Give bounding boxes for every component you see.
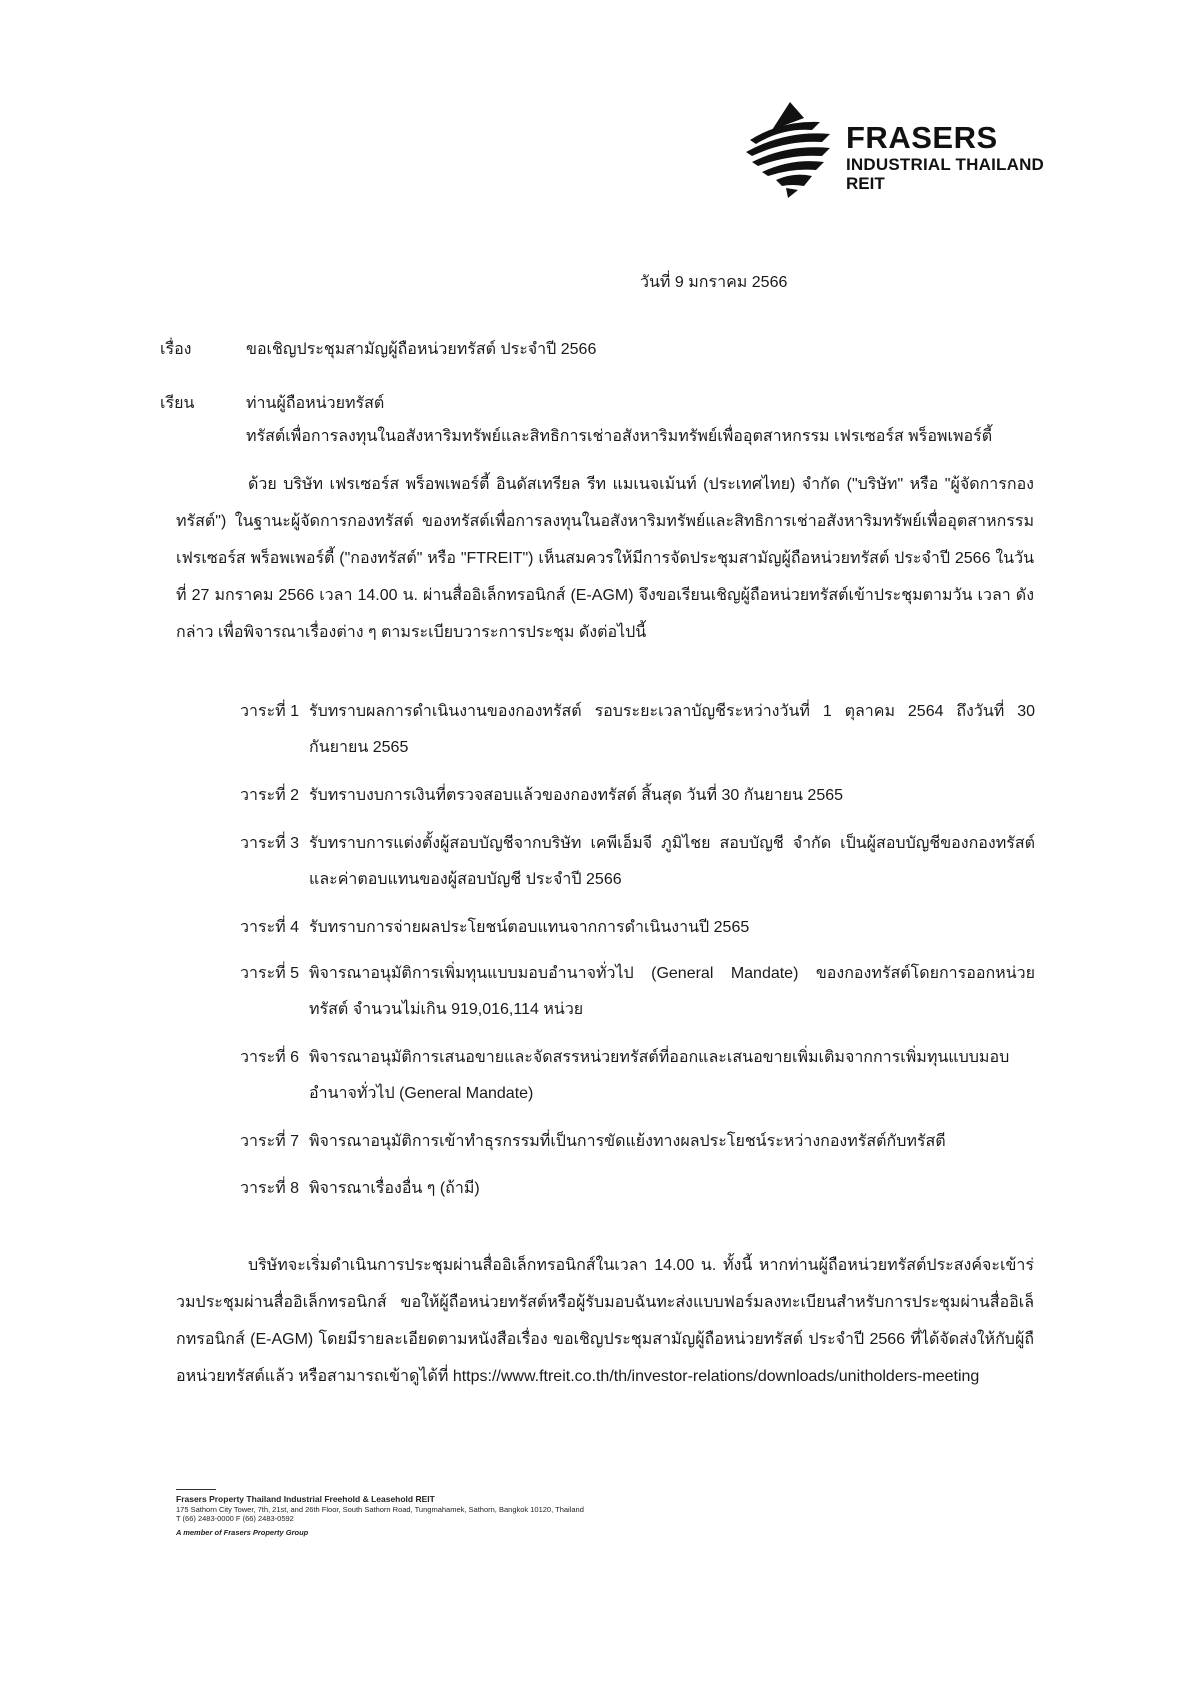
agenda-item-5 [240,956,1035,1028]
agenda-number: วาระที่ 5 [240,965,300,982]
recipient-name: ท่านผู้ถือหน่วยทรัสต์ [246,395,385,412]
agenda-number: วาระที่ 6 [240,1049,300,1066]
footer-member: A member of Frasers Property Group [176,1528,309,1537]
frasers-logo [742,100,1082,200]
intro-paragraph [176,466,1034,651]
agenda-text: พิจารณาเรื่องอื่น ๆ (ถ้ามี) [309,1180,480,1197]
agenda-item-6 [240,1040,1035,1112]
footer-phone: T (66) 2483-0000 F (66) 2483-0592 [176,1514,294,1523]
frasers-wing-icon [742,100,842,200]
footer-divider [176,1489,216,1490]
agenda-text: พิจารณาอนุมัติการเพิ่มทุนแบบมอบอำนาจทั่วไป (General Mandate) ของกองทรัสต์โดยการออกหน่วยทรัสต์ จำนวนไม่เกิน 919,016,114 หน่วย [309,965,1035,1018]
agenda-number: วาระที่ 1 [240,703,300,720]
agenda-item-1 [240,694,1035,766]
agenda-number: วาระที่ 4 [240,919,300,936]
subject-label: เรื่อง [160,341,192,358]
footer-company: Frasers Property Thailand Industrial Freehold & Leasehold REIT [176,1494,435,1504]
letter-footer [176,1489,584,1539]
agenda-item-3 [240,826,1035,898]
agenda-number: วาระที่ 7 [240,1133,300,1150]
logo-brand: FRASERS [846,120,998,155]
agenda-number: วาระที่ 8 [240,1180,300,1197]
recipient-label: เรียน [160,395,195,412]
agenda-text: พิจารณาอนุมัติการเข้าทำธุรกรรมที่เป็นการขัดแย้งทางผลประโยชน์ระหว่างกองทรัสต์กับทรัสตี [309,1133,946,1150]
agenda-item-8 [240,1171,1035,1207]
subject-text: ขอเชิญประชุมสามัญผู้ถือหน่วยทรัสต์ ประจำปี 2566 [246,341,597,358]
agenda-text: รับทราบผลการดำเนินงานของกองทรัสต์ รอบระยะเวลาบัญชีระหว่างวันที่ 1 ตุลาคม 2564 ถึงวันที่ 30 กันยายน 2565 [309,703,1035,756]
logo-subtitle-reit: REIT [846,174,885,193]
agenda-text: พิจารณาอนุมัติการเสนอขายและจัดสรรหน่วยทรัสต์ที่ออกและเสนอขายเพิ่มเติมจากการเพิ่มทุนแบบมอบอำนาจทั่วไป (General Mandate) [309,1049,1010,1102]
agenda-text: รับทราบการแต่งตั้งผู้สอบบัญชีจากบริษัท เคพีเอ็มจี ภูมิไชย สอบบัญชี จำกัด เป็นผู้สอบบัญชีของกองทรัสต์ และค่าตอบแทนของผู้สอบบัญชี ประจำปี 2566 [309,835,1036,888]
logo-subtitle: INDUSTRIAL THAILAND [846,155,1045,174]
agenda-number: วาระที่ 3 [240,835,300,852]
footer-address: 175 Sathorn City Tower, 7th, 21st, and 26th Floor, South Sathorn Road, Tungmahamek, Sathorn, Bangkok 10120, Thailand [176,1505,584,1514]
agenda-text: รับทราบการจ่ายผลประโยชน์ตอบแทนจากการดำเนินงานปี 2565 [309,919,750,936]
recipient-trust: ทรัสต์เพื่อการลงทุนในอสังหาริมทรัพย์และสิทธิการเช่าอสังหาริมทรัพย์เพื่ออุตสาหกรรม เฟรเซอร์ส พร็อพเพอร์ตี้ [246,428,993,445]
agenda-number: วาระที่ 2 [240,787,300,804]
agenda-item-7 [240,1124,1035,1160]
agenda-item-2 [240,778,1035,814]
closing-text: บริษัทจะเริ่มดำเนินการประชุมผ่านสื่ออิเล็กทรอนิกส์ในเวลา 14.00 น. ทั้งนี้ หากท่านผู้ถือหน่วยทรัสต์ประสงค์จะเข้าร่วมประชุมผ่านสื่ออิเล็กทรอนิกส์ ขอให้ผู้ถือหน่วยทรัสต์หรือผู้รับมอบฉันทะส่งแบบฟอร์มลงทะเบียนสำหรับการประชุมผ่านสื่ออิเล็กทรอนิกส์ (E-AGM) โดยมีรายละเอียดตามหนังสือเรื่อง ขอเชิญประชุมสามัญผู้ถือหน่วยทรัสต์ ประจำปี 2566 ที่ได้จัดส่งให้กับผู้ถือหน่วยทรัสต์แล้ว หรือสามารถเข้าดูได้ที่ https://www.ftreit.co.th/th/investor-relations/downloads/unitholders-meeting [176,1257,1034,1385]
letter-date: วันที่ 9 มกราคม 2566 [640,274,788,291]
intro-text: ด้วย บริษัท เฟรเซอร์ส พร็อพเพอร์ตี้ อินดัสเทรียล รีท แมเนจเม้นท์ (ประเทศไทย) จำกัด ("บริษัท" หรือ "ผู้จัดการกองทรัสต์") ในฐานะผู้จัดการกองทรัสต์ ของทรัสต์เพื่อการลงทุนในอสังหาริมทรัพย์และสิทธิการเช่าอสังหาริมทรัพย์เพื่ออุตสาหกรรม เฟรเซอร์ส พร็อพเพอร์ตี้ ("กองทรัสต์" หรือ "FTREIT") เห็นสมควรให้มีการจัดประชุมสามัญผู้ถือหน่วยทรัสต์ ประจำปี 2566 ในวันที่ 27 มกราคม 2566 เวลา 14.00 น. ผ่านสื่ออิเล็กทรอนิกส์ (E-AGM) จึงขอเรียนเชิญผู้ถือหน่วยทรัสต์เข้าประชุมตามวัน เวลา ดังกล่าว เพื่อพิจารณาเรื่องต่าง ๆ ตามระเบียบวาระการประชุม ดังต่อไปนี้ [176,476,1034,641]
agenda-item-4 [240,910,1035,946]
closing-paragraph [176,1247,1034,1395]
agenda-text: รับทราบงบการเงินที่ตรวจสอบแล้วของกองทรัสต์ สิ้นสุด วันที่ 30 กันยายน 2565 [309,787,844,804]
